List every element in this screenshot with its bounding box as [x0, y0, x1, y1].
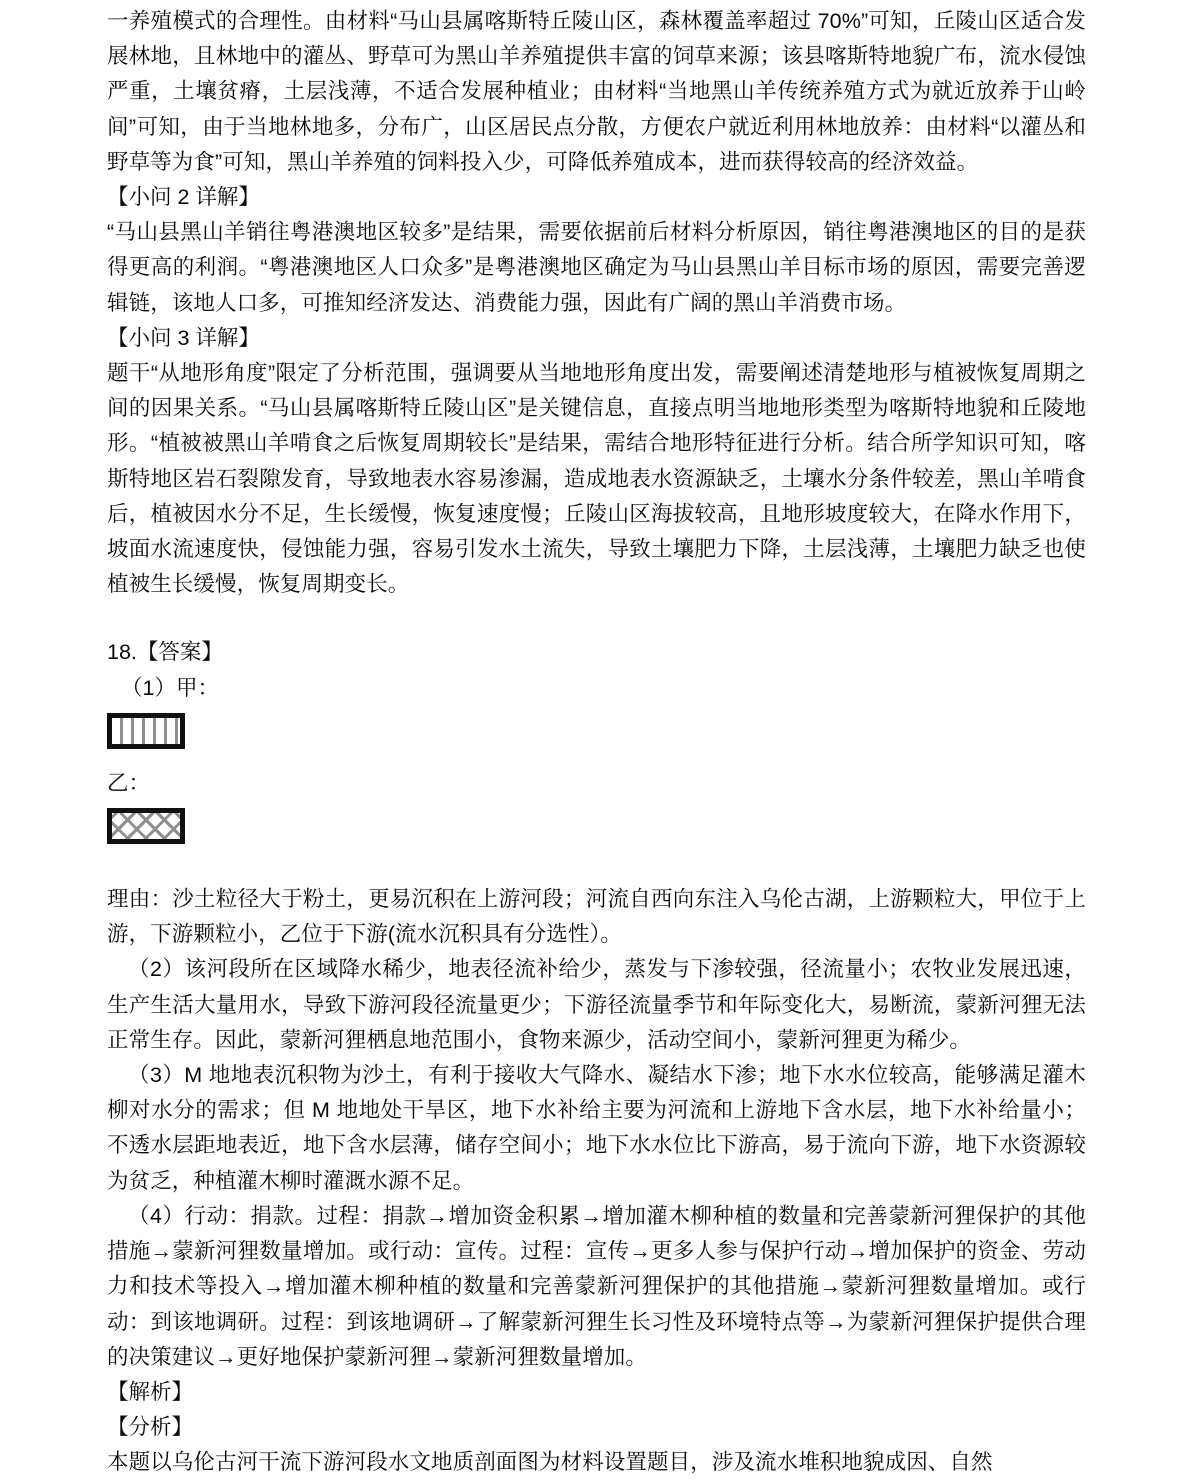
legend-jia-wrap — [107, 713, 1086, 749]
continued-paragraph: 一养殖模式的合理性。由材料“马山县属喀斯特丘陵山区，森林覆盖率超过 70%”可知，丘陵山区适合发展林地，且林地中的灌丛、野草可为黑山羊养殖提供丰富的饲草来源；该县喀斯特地貌广布，流水侵蚀严重，土壤贫瘠，土层浅薄，不适合发展种植业；由材料“当地黑山羊传统养殖方式为就近放养于山岭间”可知，由于当地林地多，分布广，山区居民点分散，方便农户就近利用林地放养：由材料“以灌丛和野草等为食”可知，黑山羊养殖的饲料投入少，可降低养殖成本，进而获得较高的经济效益。 — [107, 9, 1086, 174]
answer-item-1-label-jia: （1）甲： — [121, 675, 219, 700]
sub-question-3-heading: 【小问 3 详解】 — [107, 325, 260, 350]
answer-item-2: （2）该河段所在区域降水稀少，地表径流补给少，蒸发与下渗较强，径流量小；农牧业发展迅速，生产生活大量用水，导致下游河段径流量更少；下游径流量季节和年际变化大，易断流，蒙新河狸无法正常生存。因此，蒙新河狸栖息地范围小，食物来源少，活动空间小，蒙新河狸更为稀少。 — [107, 957, 1086, 1052]
question-18-block — [107, 635, 1086, 1480]
spacer — [107, 844, 1086, 882]
spacer — [107, 749, 1086, 766]
answer-item-1-reason: 理由：沙土粒径大于粉土，更易沉积在上游河段；河流自西向东注入乌伦古湖，上游颗粒大，甲位于上游，下游颗粒小，乙位于下游(流水沉积具有分选性）。 — [107, 887, 1086, 947]
analysis-sub-heading: 【分析】 — [107, 1415, 194, 1440]
sub-question-2-body: “马山县黑山羊销往粤港澳地区较多”是结果，需要依据前后材料分析原因，销往粤港澳地区的目的是获得更高的利润。“粤港澳地区人口众多”是粤港澳地区确定为马山县黑山羊目标市场的原因，需要完善逻辑链，该地人口多，可推知经济发达、消费能力强，因此有广阔的黑山羊消费市场。 — [107, 220, 1086, 315]
vertical-stripes-pattern-icon — [107, 713, 185, 749]
sub-question-2-heading: 【小问 2 详解】 — [107, 185, 260, 210]
answer-item-3: （3）M 地地表沉积物为沙土，有利于接收大气降水、凝结水下渗；地下水水位较高，能够满足灌木柳对水分的需求；但 M 地地处干旱区，地下水补给主要为河流和上游地下含水层，地下水补给量小；不透水层距地表近，地下含水层薄，储存空间小；地下水水位比下游高，易于流向下游，地下水资源较为贫乏，种植灌木柳时灌溉水源不足。 — [107, 1063, 1086, 1193]
legend-yi-wrap — [107, 808, 1086, 844]
cross-hatch-pattern-icon — [107, 808, 185, 844]
analysis-body: 本题以乌伦古河干流下游河段水文地质剖面图为材料设置题目，涉及流水堆积地貌成因、自然 — [107, 1450, 993, 1475]
answer-item-4: （4）行动：捐款。过程：捐款→增加资金积累→增加灌木柳种植的数量和完善蒙新河狸保护的其他措施→蒙新河狸数量增加。或行动：宣传。过程：宣传→更多人参与保护行动→增加保护的资金、劳动力和技术等投入→增加灌木柳种植的数量和完善蒙新河狸保护的其他措施→蒙新河狸数量增加。或行动：到该地调研。过程：到该地调研→了解蒙新河狸生长习性及环境特点等→为蒙新河狸保护提供合理的决策建议→更好地保护蒙新河狸→蒙新河狸数量增加。 — [107, 1203, 1086, 1369]
analysis-heading: 【解析】 — [107, 1379, 194, 1404]
answer-item-1-label-yi: 乙： — [107, 770, 151, 795]
question-18-answer-heading: 18.【答案】 — [107, 640, 223, 665]
sub-question-3-body: 题干“从地形角度”限定了分析范围，强调要从当地地形角度出发，需要阐述清楚地形与植被恢复周期之间的因果关系。“马山县属喀斯特丘陵山区”是关键信息，直接点明当地地形类型为喀斯特地貌和丘陵地形。“植被被黑山羊啃食之后恢复周期较长”是结果，需结合地形特征进行分析。结合所学知识可知，喀斯特地区岩石裂隙发育，导致地表水容易渗漏，造成地表水资源缺乏，土壤水分条件较差，黑山羊啃食后，植被因水分不足，生长缓慢，恢复速度慢；丘陵山区海拔较高，且地形坡度较大，在降水作用下，坡面水流速度快，侵蚀能力强，容易引发水土流失，导致土壤肥力下降，土层浅薄，土壤肥力缺乏也使植被生长缓慢，恢复周期变长。 — [107, 361, 1086, 597]
